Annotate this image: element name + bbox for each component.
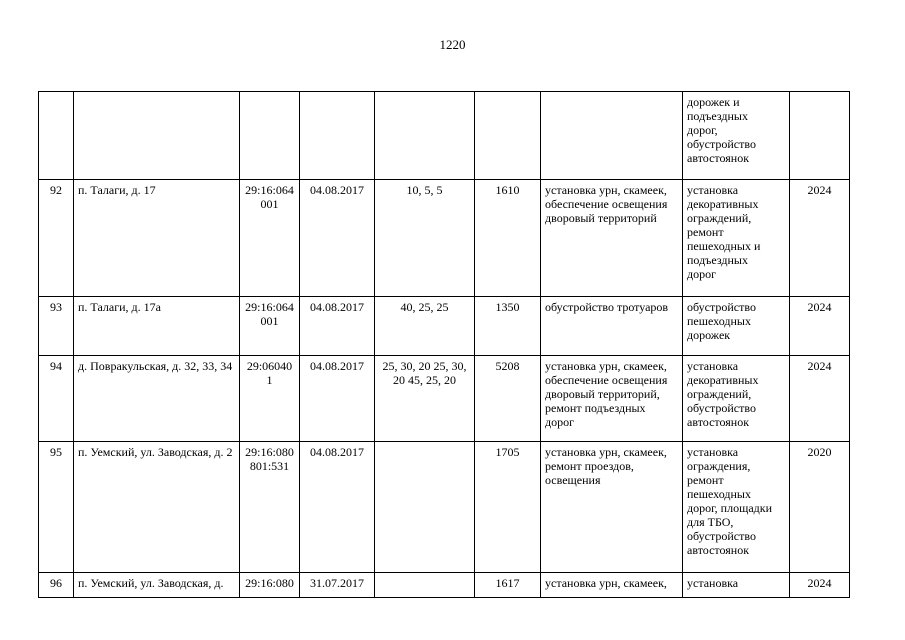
cell-line: дворовый территорий bbox=[545, 211, 657, 225]
cell-line: 29:16:064 bbox=[245, 183, 294, 197]
cell-line: 29:06040 bbox=[246, 359, 293, 373]
cell-line: установка урн, скамеек, bbox=[545, 359, 667, 373]
cell-line: 20 45, 25, 20 bbox=[393, 373, 456, 387]
year-cell bbox=[790, 92, 850, 180]
cell-line: обустройство bbox=[687, 300, 756, 314]
cell-line: пешеходных bbox=[687, 487, 751, 501]
date-cell bbox=[300, 92, 375, 180]
table-row bbox=[39, 92, 850, 180]
improvement-cell bbox=[683, 180, 790, 297]
cell-line: пешеходных bbox=[687, 314, 751, 328]
cell-line: обеспечение освещения bbox=[545, 197, 668, 211]
date-cell: 04.08.2017 bbox=[300, 180, 375, 297]
dimensions-cell bbox=[375, 573, 475, 598]
row-number-cell: 95 bbox=[39, 442, 74, 573]
area-cell: 5208 bbox=[475, 356, 541, 442]
cell-line: установка урн, скамеек, bbox=[545, 445, 667, 459]
row-number-cell: 96 bbox=[39, 573, 74, 598]
year-cell: 2024 bbox=[790, 356, 850, 442]
date-cell: 04.08.2017 bbox=[300, 356, 375, 442]
cell-line: ограждений, bbox=[687, 211, 752, 225]
cell-line: обустройство bbox=[687, 137, 756, 151]
address-cell: д. Повракульская, д. 32, 33, 34 bbox=[74, 356, 240, 442]
area-cell: 1705 bbox=[475, 442, 541, 573]
row-number-cell: 92 bbox=[39, 180, 74, 297]
cell-line: для ТБО, bbox=[687, 515, 734, 529]
cell-line: обустройство тротуаров bbox=[545, 300, 669, 314]
cell-line: установка bbox=[687, 445, 739, 459]
table-row bbox=[39, 356, 850, 442]
dimensions-cell bbox=[375, 442, 475, 573]
cell-line: 29:16:064 bbox=[245, 300, 294, 314]
cell-line: 001 bbox=[260, 314, 279, 328]
cell-line: декоративных bbox=[687, 373, 759, 387]
year-cell: 2024 bbox=[790, 297, 850, 356]
cell-line: 1 bbox=[266, 373, 273, 387]
cell-line: дорог, площадки bbox=[687, 501, 773, 515]
year-cell: 2020 bbox=[790, 442, 850, 573]
cell-line: ремонт bbox=[687, 225, 724, 239]
date-cell: 31.07.2017 bbox=[300, 573, 375, 598]
cell-line: обеспечение освещения bbox=[545, 373, 668, 387]
cell-line: автостоянок bbox=[687, 151, 750, 165]
improvement-cell bbox=[683, 442, 790, 573]
cell-line: 25, 30, 20 25, 30, bbox=[382, 359, 467, 373]
dimensions-cell bbox=[375, 92, 475, 180]
date-cell: 04.08.2017 bbox=[300, 442, 375, 573]
cell-line: дворовый территорий, bbox=[545, 387, 660, 401]
address-cell: п. Уемский, ул. Заводская, д. bbox=[74, 573, 240, 598]
address-cell: п. Талаги, д. 17 bbox=[74, 180, 240, 297]
cell-line: 801:531 bbox=[249, 459, 290, 473]
works-cell bbox=[541, 297, 683, 356]
works-cell bbox=[541, 442, 683, 573]
row-number-cell: 94 bbox=[39, 356, 74, 442]
year-cell: 2024 bbox=[790, 180, 850, 297]
cell-line: дорог bbox=[687, 267, 717, 281]
cadastral-number-cell bbox=[240, 180, 300, 297]
cadastral-number-cell bbox=[240, 356, 300, 442]
cell-line: подъездных bbox=[687, 109, 748, 123]
works-cell bbox=[541, 573, 683, 598]
cell-line: установка урн, скамеек, bbox=[545, 183, 667, 197]
cell-line: автостоянок bbox=[687, 543, 750, 557]
cell-line: ограждения, bbox=[687, 459, 751, 473]
cell-line: ремонт подъездных bbox=[545, 401, 646, 415]
cell-line: установка bbox=[687, 576, 739, 590]
cell-line: дорог, bbox=[687, 123, 718, 137]
cell-line: ремонт bbox=[687, 473, 724, 487]
cell-line: автостоянок bbox=[687, 415, 750, 429]
improvement-table bbox=[38, 91, 850, 598]
year-cell: 2024 bbox=[790, 573, 850, 598]
works-cell bbox=[541, 92, 683, 180]
cell-line: обустройство bbox=[687, 401, 756, 415]
cell-line: 40, 25, 25 bbox=[400, 300, 449, 314]
cadastral-number-cell bbox=[240, 92, 300, 180]
address-cell bbox=[74, 92, 240, 180]
cell-line: дорог bbox=[545, 415, 575, 429]
cadastral-number-cell bbox=[240, 442, 300, 573]
dimensions-cell bbox=[375, 180, 475, 297]
address-cell: п. Уемский, ул. Заводская, д. 2 bbox=[74, 442, 240, 573]
improvement-cell bbox=[683, 356, 790, 442]
cell-line: установка bbox=[687, 359, 739, 373]
improvement-cell bbox=[683, 92, 790, 180]
area-cell bbox=[475, 92, 541, 180]
cadastral-number-cell bbox=[240, 297, 300, 356]
cell-line: подъездных bbox=[687, 253, 748, 267]
table-row bbox=[39, 442, 850, 573]
date-cell: 04.08.2017 bbox=[300, 297, 375, 356]
address-cell: п. Талаги, д. 17а bbox=[74, 297, 240, 356]
cell-line: дорожек и bbox=[687, 95, 740, 109]
cell-line: 29:16:080 bbox=[245, 576, 294, 590]
cell-line: освещения bbox=[545, 473, 601, 487]
area-cell: 1617 bbox=[475, 573, 541, 598]
cell-line: ремонт проездов, bbox=[545, 459, 634, 473]
row-number-cell: 93 bbox=[39, 297, 74, 356]
cell-line: установка bbox=[687, 183, 739, 197]
works-cell bbox=[541, 180, 683, 297]
improvement-cell bbox=[683, 573, 790, 598]
cell-line: 001 bbox=[260, 197, 279, 211]
table-row bbox=[39, 297, 850, 356]
area-cell: 1610 bbox=[475, 180, 541, 297]
cell-line: пешеходных и bbox=[687, 239, 761, 253]
cell-line: декоративных bbox=[687, 197, 759, 211]
cell-line: установка урн, скамеек, bbox=[545, 576, 667, 590]
table-body bbox=[39, 92, 850, 598]
cadastral-number-cell bbox=[240, 573, 300, 598]
improvement-cell bbox=[683, 297, 790, 356]
page-number: 1220 bbox=[439, 37, 466, 52]
area-cell: 1350 bbox=[475, 297, 541, 356]
table-row bbox=[39, 573, 850, 598]
dimensions-cell bbox=[375, 356, 475, 442]
cell-line: ограждений, bbox=[687, 387, 752, 401]
table-row bbox=[39, 180, 850, 297]
cell-line: дорожек bbox=[687, 328, 731, 342]
cell-line: обустройство bbox=[687, 529, 756, 543]
cell-line: 29:16:080 bbox=[245, 445, 294, 459]
row-number-cell bbox=[39, 92, 74, 180]
cell-line: 10, 5, 5 bbox=[406, 183, 443, 197]
works-cell bbox=[541, 356, 683, 442]
dimensions-cell bbox=[375, 297, 475, 356]
